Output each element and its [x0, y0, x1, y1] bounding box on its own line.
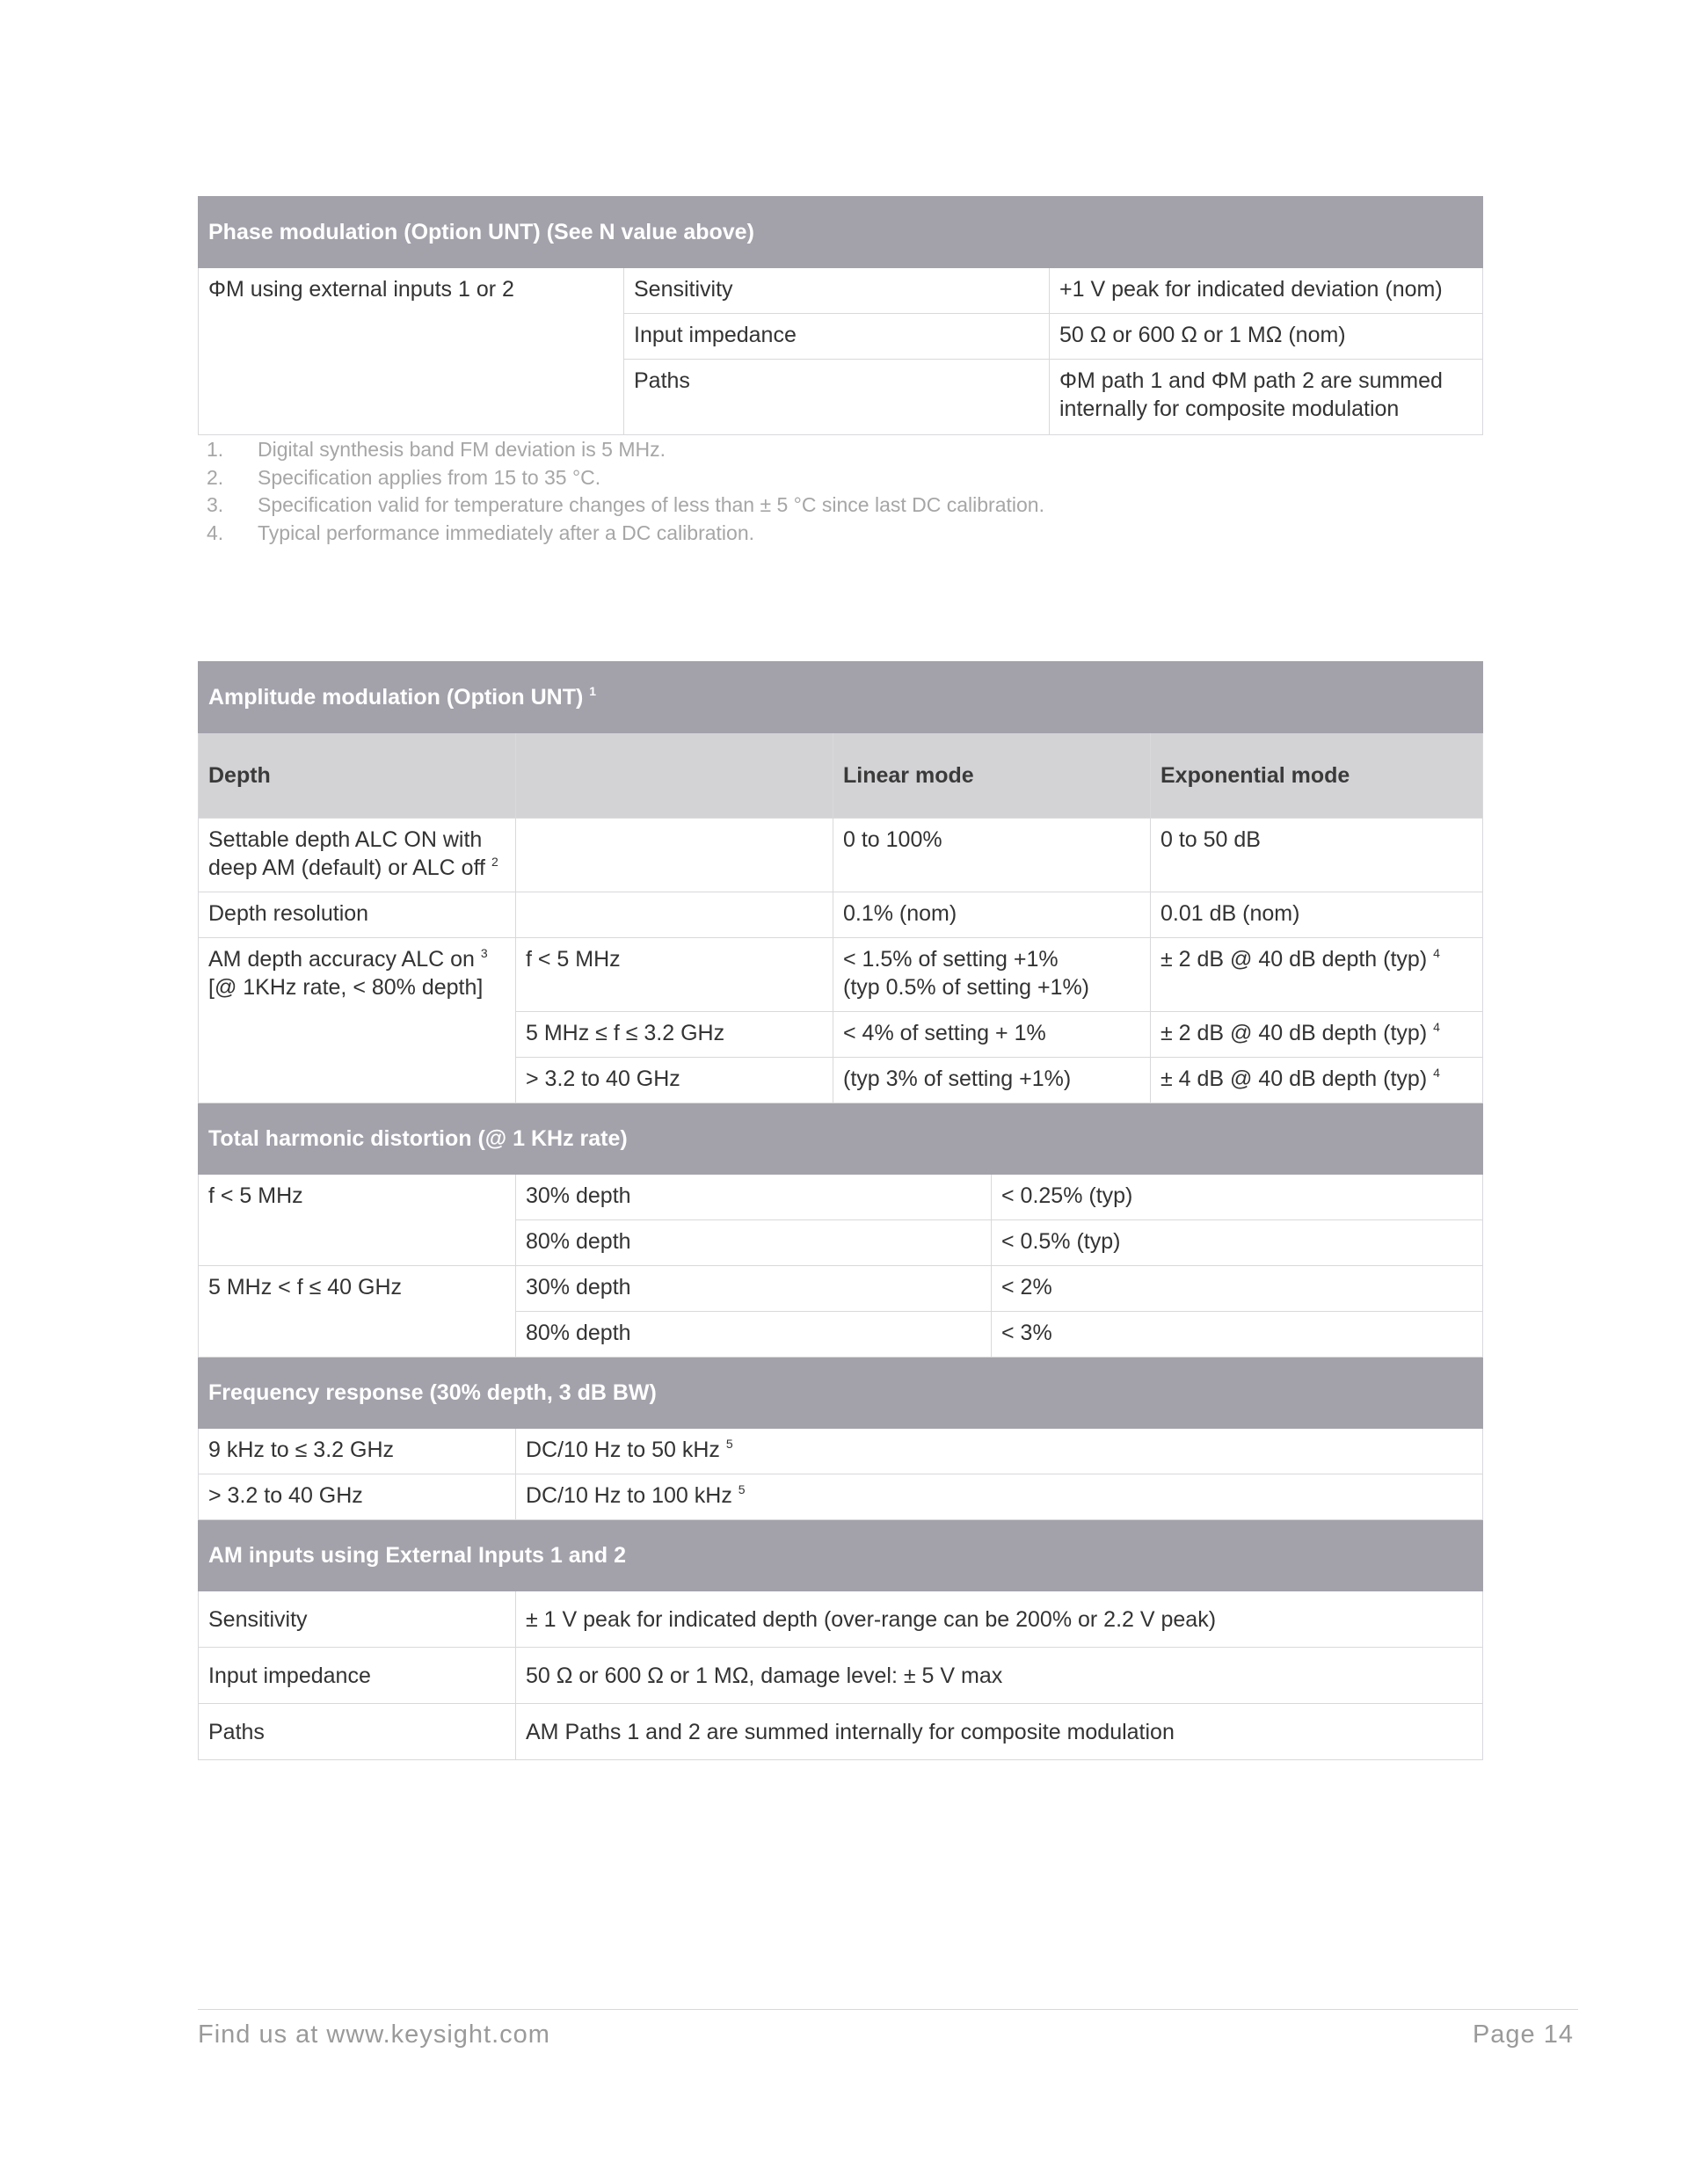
thd-value: < 0.5% (typ)	[992, 1220, 1483, 1266]
value-text: ± 2 dB @ 40 dB depth (typ)	[1160, 1021, 1428, 1045]
thd-value: < 3%	[992, 1312, 1483, 1358]
phase-modulation-title: Phase modulation (Option UNT) (See N value above)	[199, 197, 1483, 268]
frequency-range: f < 5 MHz	[516, 938, 833, 1012]
exponential-mode-header: Exponential mode	[1151, 733, 1483, 819]
blank-header	[516, 733, 833, 819]
thd-depth: 80% depth	[516, 1312, 992, 1358]
empty-cell	[516, 892, 833, 938]
frequency-range: 5 MHz ≤ f ≤ 3.2 GHz	[516, 1012, 833, 1058]
label-line: [@ 1KHz rate, < 80% depth]	[208, 975, 484, 1000]
exponential-value	[1151, 1058, 1483, 1103]
footnote-ref: 5	[738, 1482, 746, 1496]
footnote-ref: 5	[725, 1437, 733, 1451]
footnotes	[198, 436, 1044, 547]
value-text: DC/10 Hz to 50 kHz	[526, 1438, 720, 1462]
footnote-text: Specification applies from 15 to 35 °C.	[258, 465, 601, 489]
footnote-ref: 4	[1433, 1066, 1440, 1080]
value-line: < 1.5% of setting +1%	[843, 947, 1059, 972]
phase-modulation-table	[198, 196, 1483, 435]
exponential-value	[1151, 1012, 1483, 1058]
input-value: AM Paths 1 and 2 are summed internally for composite modulation	[516, 1704, 1483, 1760]
page-number: Page 14	[1472, 2020, 1574, 2049]
thd-depth: 80% depth	[516, 1220, 992, 1266]
exponential-value	[1151, 938, 1483, 1012]
footnote-ref: 1	[589, 684, 597, 698]
footnote-number: 4.	[207, 521, 224, 544]
am-title-text: Amplitude modulation (Option UNT)	[208, 685, 584, 710]
label-line: Settable depth ALC ON with	[208, 827, 483, 852]
label-line: deep AM (default) or ALC off	[208, 855, 486, 880]
footnote-number: 1.	[207, 438, 224, 461]
depth-resolution-label: Depth resolution	[199, 892, 516, 938]
depth-header: Depth	[199, 733, 516, 819]
exponential-value: 0 to 50 dB	[1151, 819, 1483, 892]
input-value: ± 1 V peak for indicated depth (over-range can be 200% or 2.2 V peak)	[516, 1591, 1483, 1648]
phase-param: Input impedance	[624, 314, 1050, 360]
label-line: AM depth accuracy ALC on	[208, 947, 475, 972]
am-title	[199, 662, 1483, 733]
linear-value: 0 to 100%	[833, 819, 1151, 892]
footnote-ref: 4	[1433, 946, 1440, 960]
footnote	[198, 464, 1044, 492]
phase-value-line: ΦM path 1 and ΦM path 2 are summed	[1059, 368, 1443, 393]
thd-depth: 30% depth	[516, 1266, 992, 1312]
footer-website[interactable]: Find us at www.keysight.com	[198, 2020, 550, 2049]
phase-param: Sensitivity	[624, 268, 1050, 314]
amplitude-modulation-table	[198, 661, 1483, 1760]
empty-cell	[516, 819, 833, 892]
linear-value: 0.1% (nom)	[833, 892, 1151, 938]
settable-depth-label	[199, 819, 516, 892]
footnote	[198, 520, 1044, 548]
phase-value: 50 Ω or 600 Ω or 1 MΩ (nom)	[1050, 314, 1483, 360]
thd-title: Total harmonic distortion (@ 1 KHz rate)	[199, 1103, 1483, 1175]
thd-range-label: f < 5 MHz	[199, 1175, 516, 1266]
footnote-ref: 4	[1433, 1020, 1440, 1034]
value-text: ± 2 dB @ 40 dB depth (typ)	[1160, 947, 1428, 972]
linear-value: (typ 3% of setting +1%)	[833, 1058, 1151, 1103]
input-value: 50 Ω or 600 Ω or 1 MΩ, damage level: ± 5 V max	[516, 1648, 1483, 1704]
phase-value-line: internally for composite modulation	[1059, 397, 1400, 421]
thd-value: < 0.25% (typ)	[992, 1175, 1483, 1220]
frequency-response-title: Frequency response (30% depth, 3 dB BW)	[199, 1358, 1483, 1429]
linear-mode-header: Linear mode	[833, 733, 1151, 819]
input-param: Sensitivity	[199, 1591, 516, 1648]
footnote-ref: 2	[491, 855, 498, 869]
freq-range: 9 kHz to ≤ 3.2 GHz	[199, 1429, 516, 1474]
footnote-number: 3.	[207, 493, 224, 516]
value-line: (typ 0.5% of setting +1%)	[843, 975, 1090, 1000]
phase-row-label: ΦM using external inputs 1 or 2	[199, 268, 624, 435]
footnote-text: Specification valid for temperature changes of less than ± 5 °C since last DC calibration.	[258, 493, 1044, 516]
frequency-range: > 3.2 to 40 GHz	[516, 1058, 833, 1103]
input-param: Input impedance	[199, 1648, 516, 1704]
value-text: DC/10 Hz to 100 kHz	[526, 1483, 732, 1508]
freq-value	[516, 1474, 1483, 1520]
thd-range-label: 5 MHz < f ≤ 40 GHz	[199, 1266, 516, 1358]
footnote-text: Digital synthesis band FM deviation is 5 MHz.	[258, 438, 666, 461]
linear-value	[833, 938, 1151, 1012]
phase-param: Paths	[624, 360, 1050, 435]
thd-depth: 30% depth	[516, 1175, 992, 1220]
value-text: ± 4 dB @ 40 dB depth (typ)	[1160, 1067, 1428, 1091]
freq-range: > 3.2 to 40 GHz	[199, 1474, 516, 1520]
am-depth-accuracy-label	[199, 938, 516, 1103]
footnote	[198, 491, 1044, 520]
footnote-ref: 3	[480, 946, 488, 960]
footnote-text: Typical performance immediately after a DC calibration.	[258, 521, 755, 544]
footer-divider	[198, 2009, 1578, 2010]
thd-value: < 2%	[992, 1266, 1483, 1312]
exponential-value: 0.01 dB (nom)	[1151, 892, 1483, 938]
am-inputs-title: AM inputs using External Inputs 1 and 2	[199, 1520, 1483, 1591]
input-param: Paths	[199, 1704, 516, 1760]
linear-value: < 4% of setting + 1%	[833, 1012, 1151, 1058]
footnote-number: 2.	[207, 465, 224, 489]
freq-value	[516, 1429, 1483, 1474]
phase-value: +1 V peak for indicated deviation (nom)	[1050, 268, 1483, 314]
footnote	[198, 436, 1044, 464]
phase-value	[1050, 360, 1483, 435]
